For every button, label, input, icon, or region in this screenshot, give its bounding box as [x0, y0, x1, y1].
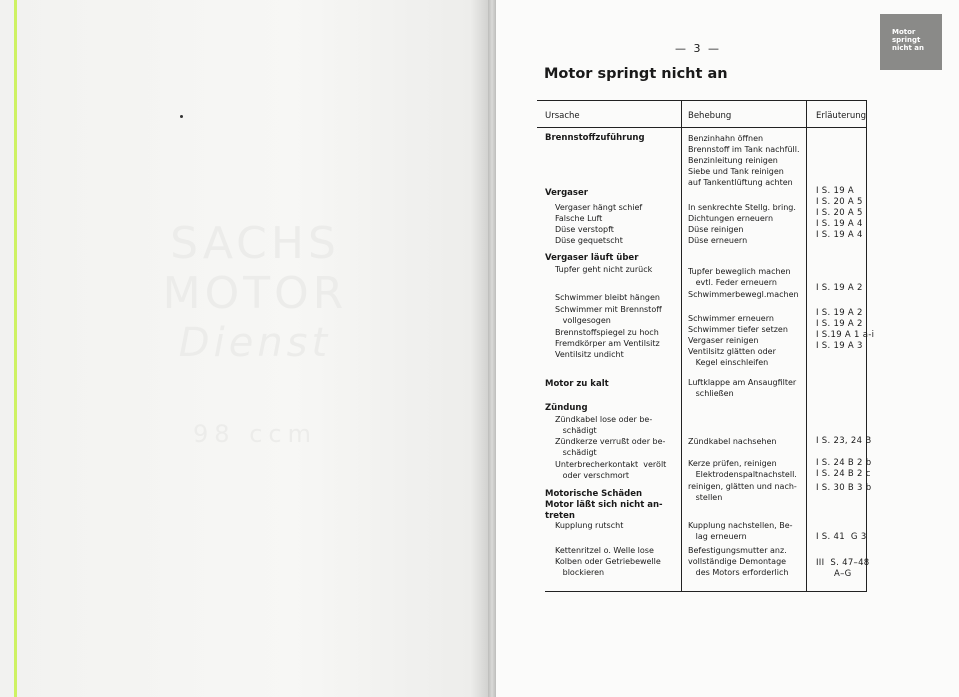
reference-cell: I S. 20 A 5 — [816, 208, 863, 218]
ghost-text-3: Dienst — [178, 320, 332, 366]
speck — [180, 115, 183, 118]
remedy-cell: Kupplung nachstellen, Be- lag erneuern — [688, 521, 793, 541]
reference-cell: I S. 19 A 4 — [816, 230, 863, 240]
remedy-cell: Vergaser reinigen — [688, 336, 759, 345]
remedy-cell: Schwimmerbewegl.machen — [688, 290, 799, 299]
table-column-divider-2 — [806, 100, 807, 592]
remedy-cell: Düse erneuern — [688, 236, 748, 245]
cause-cell: Vergaser hängt schief — [555, 203, 643, 212]
cause-cell: Schwimmer bleibt hängen — [555, 293, 660, 302]
section-heading: Zündung — [545, 403, 588, 413]
remedy-cell: Benzinhahn öffnen Brennstoff im Tank nachfüll. Benzinleitung reinigen Siebe und Tank reinigen auf Tankentlüftung achten — [688, 134, 800, 187]
book-gutter — [488, 0, 496, 697]
remedy-cell: Tupfer beweglich machen evtl. Feder erneuern — [688, 267, 791, 287]
remedy-cell: Düse reinigen — [688, 225, 744, 234]
cause-cell: Falsche Luft — [555, 214, 603, 223]
page-number: — 3 — — [675, 42, 721, 55]
ghost-text-1: SACHS — [170, 218, 340, 269]
table-top-rule — [537, 100, 867, 101]
reference-cell: I S. 41 G 3 — [816, 532, 867, 542]
reference-cell: I S. 30 B 3 b — [816, 483, 872, 493]
section-heading: Motor zu kalt — [545, 379, 609, 389]
cause-cell: Kettenritzel o. Welle lose — [555, 546, 654, 555]
cause-cell: Düse verstopft — [555, 225, 614, 234]
column-header-remedy: Behebung — [688, 111, 732, 121]
table-column-divider-1 — [681, 100, 682, 592]
cause-cell: Brennstoffspiegel zu hoch — [555, 328, 659, 337]
ghost-text-4: 98 ccm — [193, 420, 317, 448]
remedy-cell: Luftklappe am Ansaugfilter schließen — [688, 378, 797, 398]
section-tab-label: Motor springt nicht an — [892, 28, 925, 52]
column-header-note: Erläuterung — [816, 111, 867, 121]
cause-cell: Fremdkörper am Ventilsitz — [555, 339, 660, 348]
remedy-cell: Dichtungen erneuern — [688, 214, 774, 223]
reference-cell: I S. 23, 24 B — [816, 436, 872, 446]
reference-cell: I S. 19 A 2 — [816, 319, 863, 329]
remedy-cell: reinigen, glätten und nach- stellen — [688, 482, 797, 502]
reference-cell: I S.19 A 1 a-i — [816, 330, 875, 340]
page-edge-highlight — [14, 0, 17, 697]
reference-cell: I S. 19 A 3 — [816, 341, 863, 351]
reference-cell: I S. 19 A — [816, 186, 855, 196]
remedy-cell: Kerze prüfen, reinigen Elektrodenspaltnachstell. — [688, 459, 797, 479]
cause-cell: Schwimmer mit Brennstoff vollgesogen — [555, 305, 662, 325]
reference-cell: I S. 19 A 2 — [816, 283, 863, 293]
cause-cell: Zündkerze verrußt oder be- schädigt — [555, 437, 666, 457]
page-title: Motor springt nicht an — [544, 66, 728, 82]
remedy-cell: vollständige Demontage des Motors erforderlich — [688, 557, 789, 577]
cause-cell: Kolben oder Getriebewelle blockieren — [555, 557, 661, 577]
section-heading: Vergaser läuft über — [545, 253, 639, 263]
cause-cell: Tupfer geht nicht zurück — [555, 265, 653, 274]
table-header-rule — [537, 127, 867, 128]
reference-cell: I S. 19 A 2 — [816, 308, 863, 318]
remedy-cell: Schwimmer erneuern — [688, 314, 774, 323]
reference-cell: I S. 19 A 4 — [816, 219, 863, 229]
section-heading: Brennstoffzuführung — [545, 133, 645, 143]
remedy-cell: Ventilsitz glätten oder Kegel einschleifen — [688, 347, 776, 367]
remedy-cell: Schwimmer tiefer setzen — [688, 325, 788, 334]
cause-cell: Ventilsitz undicht — [555, 350, 624, 359]
reference-cell: I S. 20 A 5 — [816, 197, 863, 207]
section-tab — [880, 14, 942, 70]
cause-cell: Zündkabel lose oder be- schädigt — [555, 415, 653, 435]
cause-cell: Kupplung rutscht — [555, 521, 624, 530]
ghost-text-2: MOTOR — [162, 268, 348, 319]
reference-cell: III S. 47–48 A–G — [816, 558, 870, 579]
remedy-cell: Zündkabel nachsehen — [688, 437, 777, 446]
remedy-cell: Befestigungsmutter anz. — [688, 546, 787, 555]
column-header-cause: Ursache — [545, 111, 580, 121]
section-heading: Motorische Schäden Motor läßt sich nicht an- treten — [545, 489, 663, 521]
cause-cell: Unterbrecherkontakt verölt oder verschmort — [555, 460, 667, 480]
cause-cell: Düse gequetscht — [555, 236, 623, 245]
section-heading: Vergaser — [545, 188, 588, 198]
remedy-cell: In senkrechte Stellg. bring. — [688, 203, 796, 212]
table-right-rule — [866, 100, 867, 592]
table-bottom-rule — [545, 591, 867, 592]
reference-cell: I S. 24 B 2 b I S. 24 B 2 c — [816, 458, 872, 479]
